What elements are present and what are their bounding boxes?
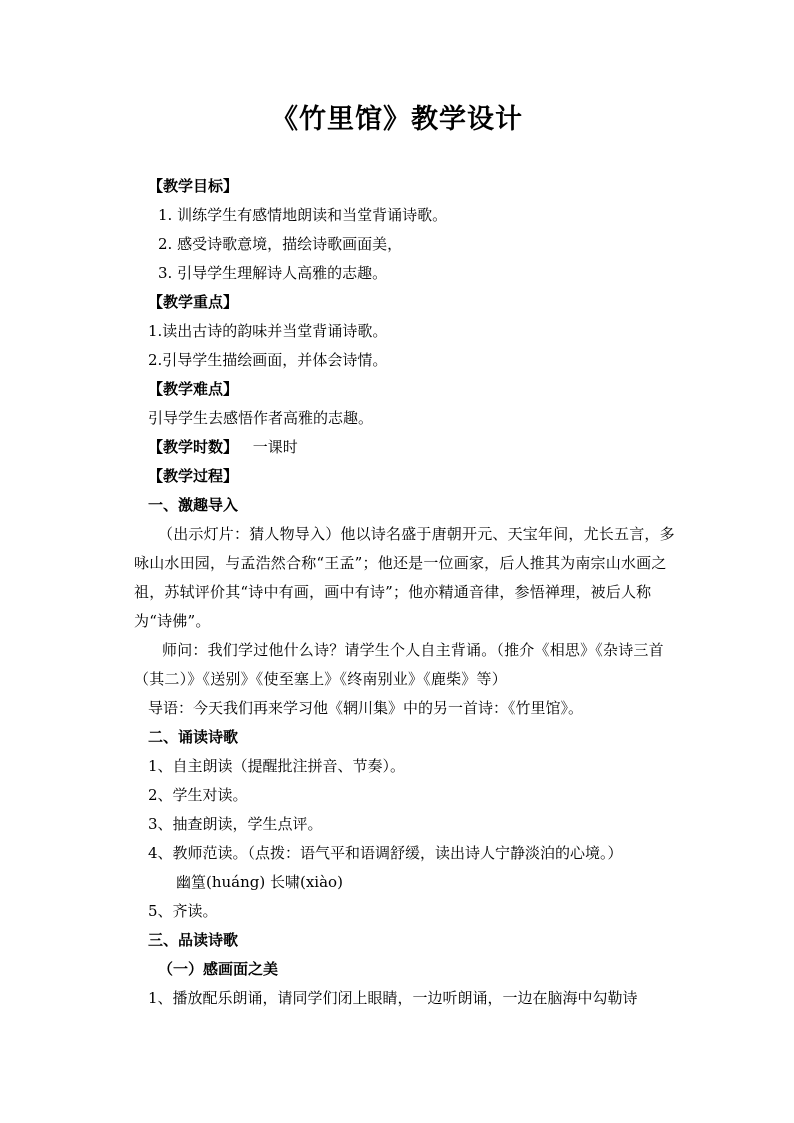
intro-paragraph: （出示灯片：猜人物导入）他以诗名盛于唐朝开元、天宝年间，尤长五言，多咏山水田园，与孟浩然合称“王孟”；他还是一位画家，后人推其为南宗山水画之祖，苏轼评价其“诗中有画，画中有诗”；他亦精通音律，参悟禅理，被后人称为“诗佛”。 bbox=[134, 525, 675, 630]
reading-step: 1、自主朗读（提醒批注拼音、节奏）。 bbox=[148, 757, 406, 775]
key-point-item: 2.引导学生描绘画面，并体会诗情。 bbox=[148, 351, 388, 369]
reading-step: 5、齐读。 bbox=[148, 902, 218, 920]
reading-step: 2、学生对读。 bbox=[148, 786, 248, 804]
section-heading: 一、激趣导入 bbox=[148, 496, 239, 514]
teacher-question-paragraph: 师问：我们学过他什么诗？请学生个人自主背诵。（推介《相思》《杂诗三首（其二）》《送别》《使至塞上》《终南别业》《鹿柴》等） bbox=[134, 641, 664, 688]
lead-in-paragraph: 导语：今天我们再来学习他《辋川集》中的另一首诗：《竹里馆》。 bbox=[148, 699, 584, 717]
key-points-heading: 【教学重点】 bbox=[148, 293, 239, 311]
page-title: 《竹里馆》教学设计 bbox=[271, 104, 523, 135]
hours-value: 一课时 bbox=[252, 438, 298, 456]
hours-heading: 【教学时数】 bbox=[148, 438, 239, 456]
objective-item: 1. 训练学生有感情地朗读和当堂背诵诗歌。 bbox=[158, 206, 448, 224]
reading-step: 4、教师范读。（点拨：语气平和语调舒缓，读出诗人宁静淡泊的心境。） bbox=[148, 844, 623, 862]
objective-item: 3. 引导学生理解诗人高雅的志趣。 bbox=[158, 264, 388, 282]
key-point-item: 1.读出古诗的韵味并当堂背诵诗歌。 bbox=[148, 322, 388, 340]
objective-item: 2. 感受诗歌意境，描绘诗歌画面美， bbox=[158, 235, 403, 253]
reading-step: 3、抽查朗读，学生点评。 bbox=[148, 815, 323, 833]
subsection-heading: （一）感画面之美 bbox=[158, 960, 279, 978]
appreciation-step: 1、播放配乐朗诵，请同学们闭上眼睛，一边听朗诵，一边在脑海中勾勒诗 bbox=[148, 989, 638, 1007]
difficulties-heading: 【教学难点】 bbox=[148, 380, 239, 398]
document-body bbox=[134, 172, 680, 1013]
objectives-heading: 【教学目标】 bbox=[148, 177, 239, 195]
process-heading: 【教学过程】 bbox=[148, 467, 239, 485]
difficulties-text: 引导学生去感悟作者高雅的志趣。 bbox=[148, 409, 374, 427]
section-heading: 三、品读诗歌 bbox=[148, 931, 239, 949]
section-heading: 二、诵读诗歌 bbox=[148, 728, 239, 746]
hours-row bbox=[148, 433, 680, 462]
pronunciation-note: 幽篁(huáng) 长啸(xiào) bbox=[176, 873, 343, 891]
